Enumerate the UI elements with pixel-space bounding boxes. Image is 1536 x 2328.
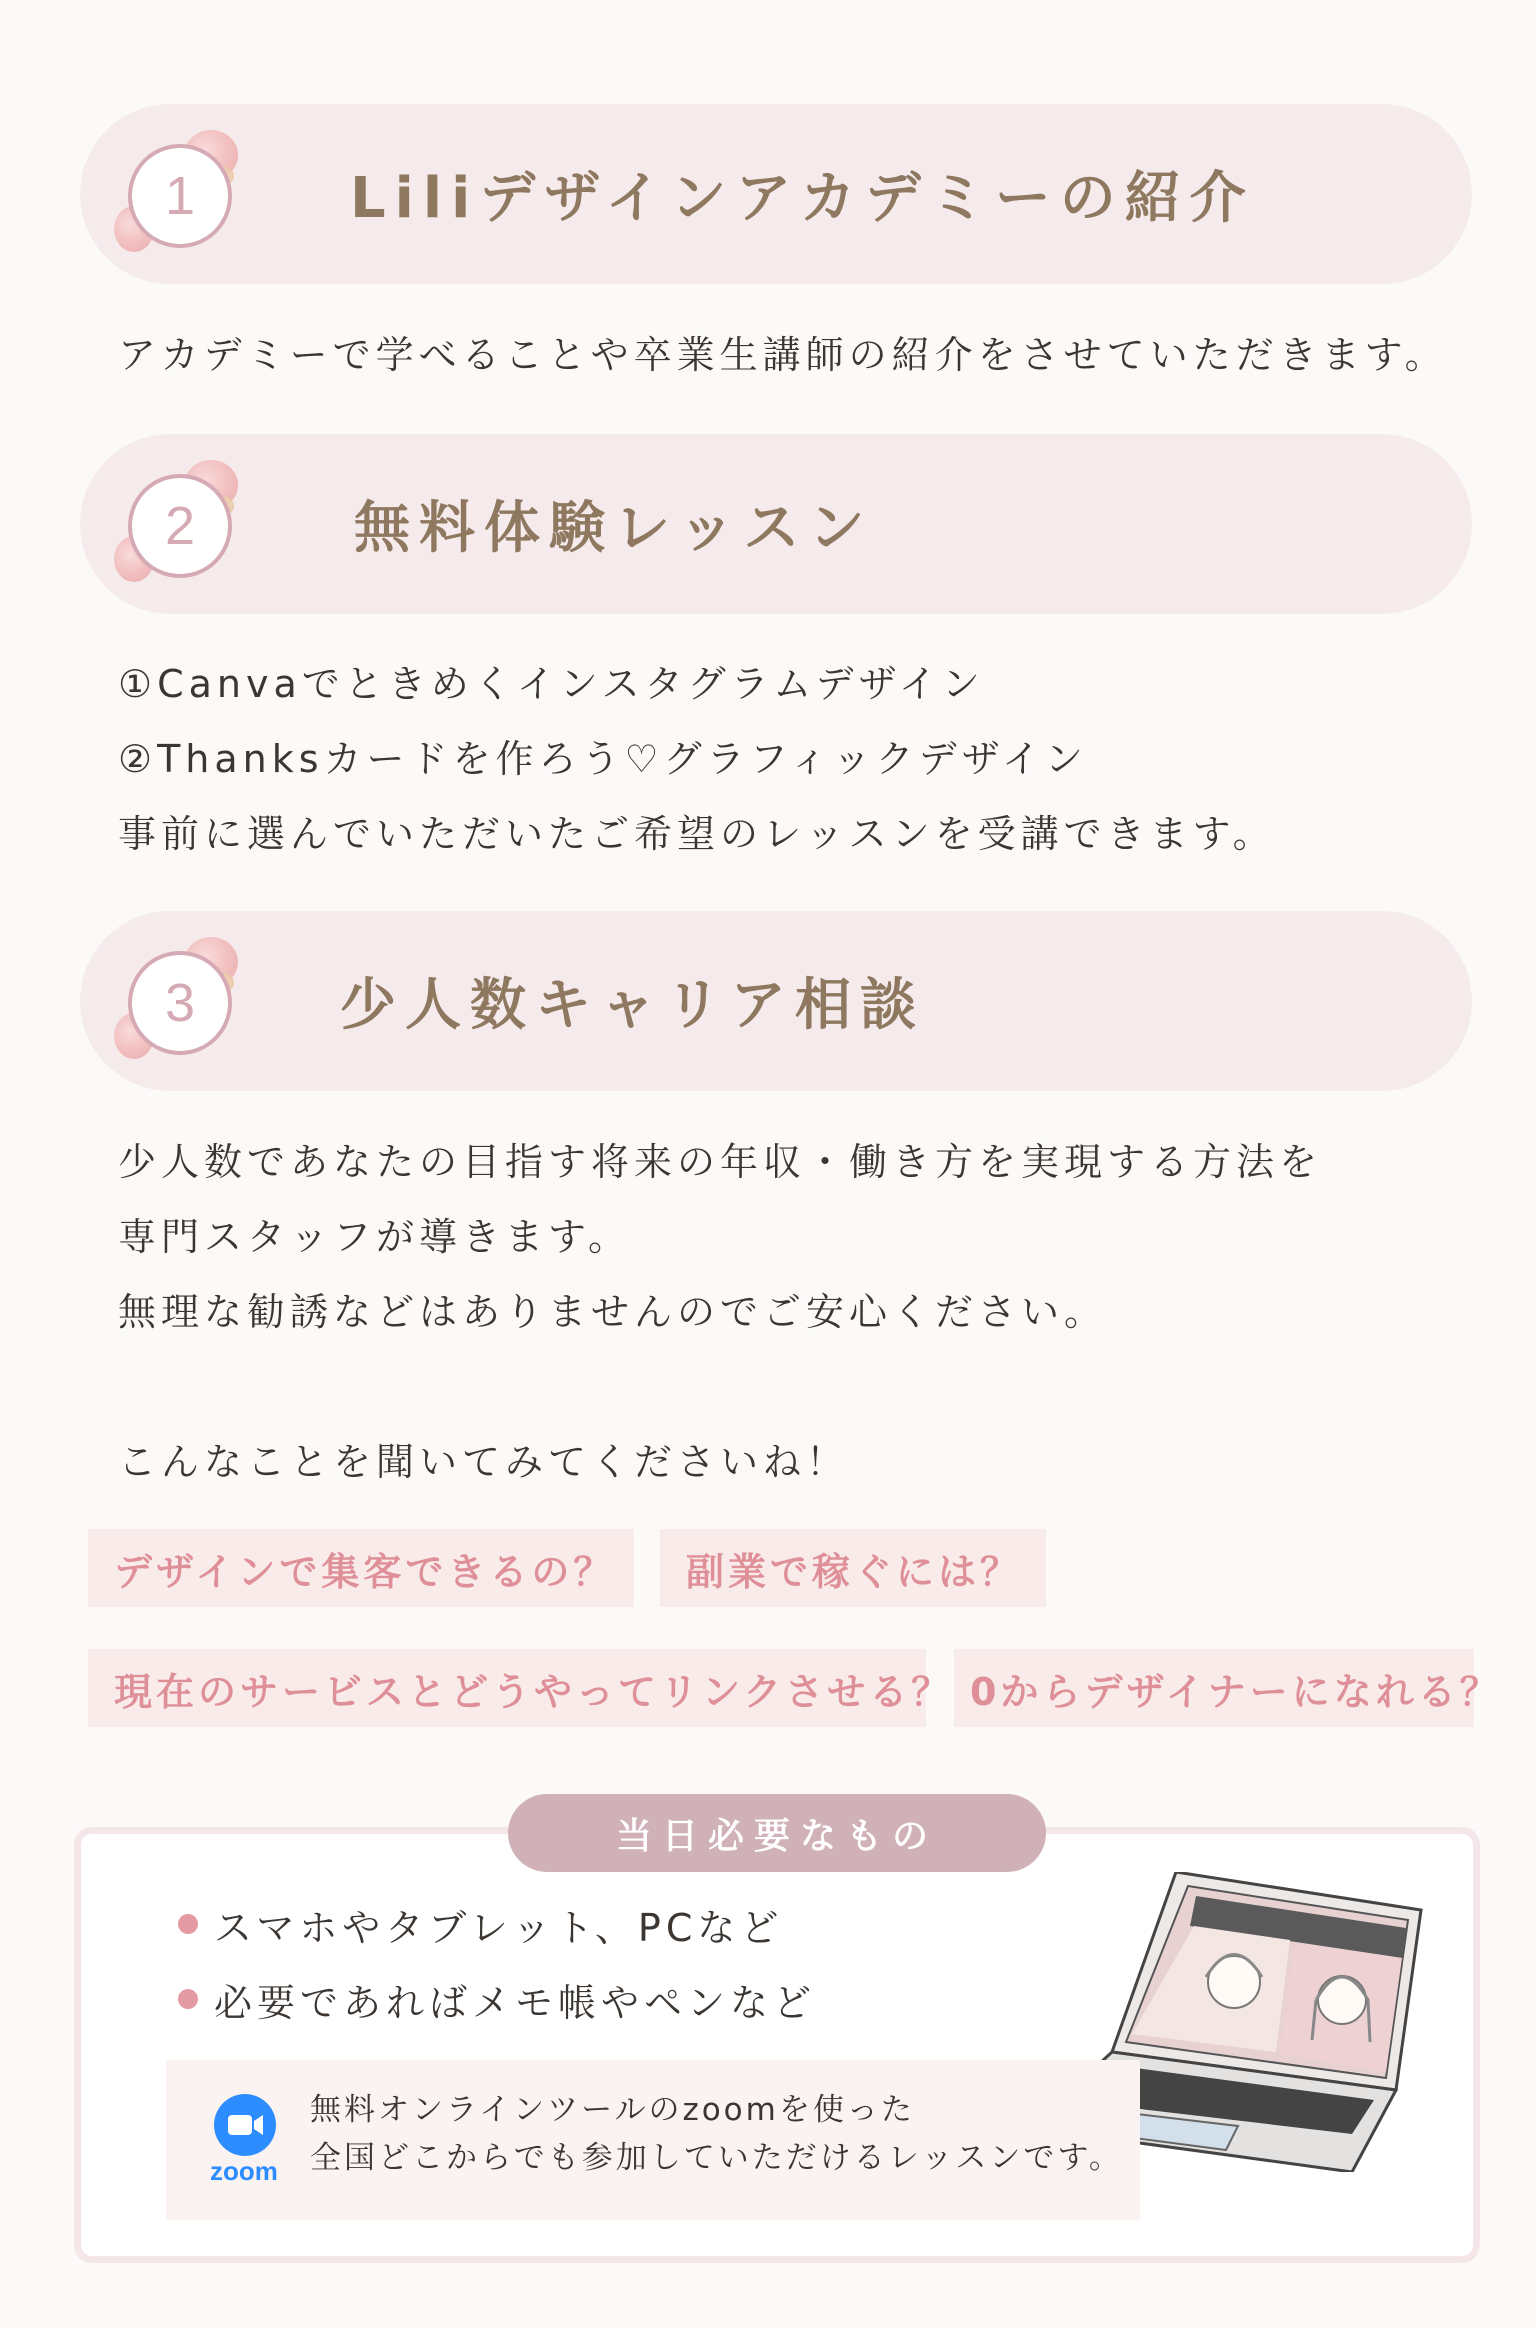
body-line: 無理な勧誘などはありませんのでご安心ください。: [118, 1290, 1108, 1334]
body-line: 専門スタッフが導きます。: [118, 1215, 631, 1259]
section-header-career-consult: [80, 911, 1472, 1091]
video-camera-icon: [214, 2094, 276, 2156]
zoom-info-box: [166, 2060, 1140, 2220]
zoom-wordmark: zoom: [210, 2156, 278, 2186]
section-title: 少人数キャリア相談: [340, 973, 925, 1038]
body-line: ①Canvaでときめくインスタグラムデザイン: [118, 662, 985, 706]
body-line: ②Thanksカードを作ろう♡グラフィックデザイン: [118, 737, 1088, 781]
zoom-line: 無料オンラインツールのzoomを使った: [310, 2092, 915, 2128]
zoom-line: 全国どこからでも参加していただけるレッスンです。: [310, 2140, 1123, 2176]
needs-title: 当日必要なもの: [508, 1794, 1046, 1872]
needs-item: [178, 1894, 783, 1954]
zoom-logo: [202, 2094, 286, 2194]
section-header-intro: [80, 104, 1472, 284]
section-number: 1: [128, 144, 232, 248]
question-tag: 0からデザイナーになれる？: [954, 1649, 1474, 1727]
section-number: 3: [128, 951, 232, 1055]
question-tag: デザインで集客できるの？: [88, 1529, 634, 1607]
question-tag: 現在のサービスとどうやってリンクさせる？: [88, 1649, 926, 1727]
question-tag: 副業で稼ぐには？: [660, 1529, 1046, 1607]
section-title: 無料体験レッスン: [354, 496, 874, 561]
section-number: 2: [128, 474, 232, 578]
needs-item-label: 必要であればメモ帳やペンなど: [214, 1980, 817, 2025]
number-badge: [118, 466, 268, 596]
needs-item-label: スマホやタブレット、PCなど: [214, 1905, 784, 1950]
body-line: 少人数であなたの目指す将来の年収・働き方を実現する方法を: [118, 1140, 1323, 1184]
number-badge: [118, 136, 268, 266]
zoom-description: [310, 2086, 1123, 2182]
body-line: 事前に選んでいただいたご希望のレッスンを受講できます。: [118, 812, 1276, 856]
section-body-intro: [118, 318, 1448, 393]
number-badge: [118, 943, 268, 1073]
section-header-trial-lesson: [80, 434, 1472, 614]
section-body-career-consult: [118, 1125, 1322, 1500]
body-line: アカデミーで学べることや卒業生講師の紹介をさせていただきます。: [118, 333, 1448, 377]
body-line: こんなことを聞いてみてくださいね！: [118, 1440, 850, 1484]
body-line: [118, 1350, 1322, 1425]
bullet-dot-icon: [178, 1914, 198, 1934]
section-title: Liliデザインアカデミーの紹介: [350, 166, 1255, 231]
bullet-dot-icon: [178, 1989, 198, 2009]
section-body-trial-lesson: [118, 647, 1276, 872]
needs-item: [178, 1969, 816, 2029]
